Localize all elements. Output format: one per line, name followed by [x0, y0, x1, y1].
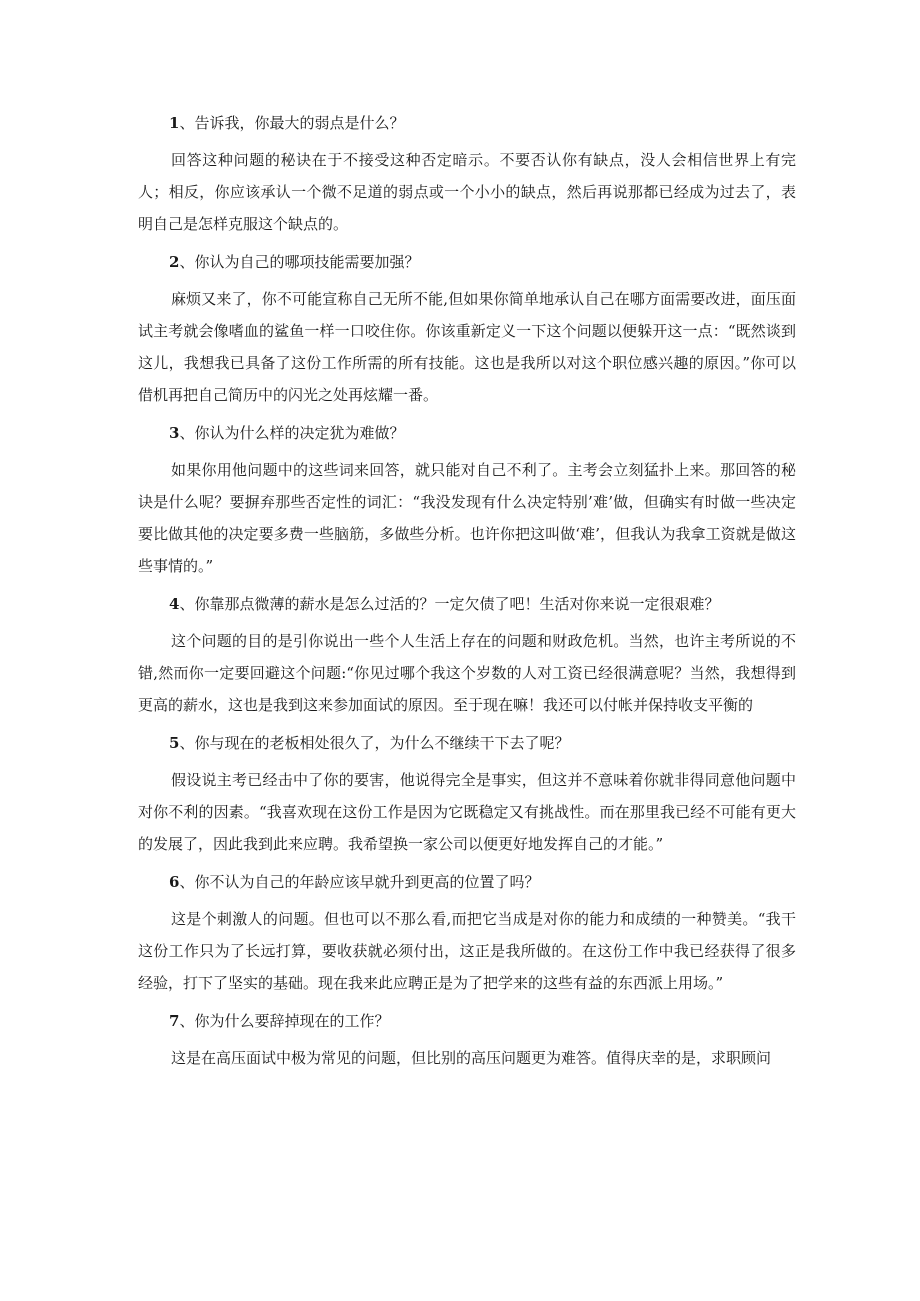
question-number: 4: [169, 595, 180, 613]
question-1: [138, 112, 796, 134]
question-4: [138, 593, 796, 615]
answer-3: 如果你用他问题中的这些词来回答，就只能对自己不利了。主考会立刻猛扑上来。那回答的秘诀是什么呢？要摒弃那些否定性的词汇：“我没发现有什么决定特别’难’做，但确实有时做一些决定要比做其他的决定要多费一些脑筋，多做些分析。也许你把这叫做‘难’，但我认为我拿工资就是做这些事情的。”: [138, 461, 796, 575]
answer-7: 这是在高压面试中极为常见的问题，但比别的高压问题更为难答。值得庆幸的是，求职顾问: [171, 1049, 772, 1067]
question-text: 、你不认为自己的年龄应该早就升到更高的位置了吗？: [179, 873, 540, 891]
question-text: 、告诉我，你最大的弱点是什么？: [179, 114, 405, 132]
question-text: 、你认为什么样的决定犹为难做？: [179, 424, 405, 442]
question-number: 3: [169, 424, 180, 442]
answer-1: 回答这种问题的秘诀在于不接受这种否定暗示。不要否认你有缺点，没人会相信世界上有完人；相反，你应该承认一个微不足道的弱点或一个小小的缺点，然后再说那都已经成为过去了，表明自己是怎样克服这个缺点的。: [138, 151, 796, 233]
answer-6: 这是个刺激人的问题。但也可以不那么看,而把它当成是对你的能力和成绩的一种赞美。“我干这份工作只为了长远打算，要收获就必须付出，这正是我所做的。在这份工作中我已经获得了很多经验，打下了坚实的基础。现在我来此应聘正是为了把学来的这些有益的东西派上用场。”: [138, 910, 796, 992]
answer-5: 假设说主考已经击中了你的要害，他说得完全是事实，但这并不意味着你就非得同意他问题中对你不利的因素。“我喜欢现在这份工作是因为它既稳定又有挑战性。而在那里我已经不可能有更大的发展了，因此我到此来应聘。我希望换一家公司以便更好地发挥自己的才能。”: [138, 771, 796, 853]
question-number: 7: [169, 1012, 180, 1030]
question-2: [138, 251, 796, 273]
question-text: 、你认为自己的哪项技能需要加强？: [179, 253, 420, 271]
document-body: [138, 112, 796, 1085]
question-number: 5: [169, 734, 180, 752]
question-text: 、你与现在的老板相处很久了，为什么不继续干下去了呢？: [179, 734, 570, 752]
question-text: 、你为什么要辞掉现在的工作？: [179, 1012, 390, 1030]
question-7: [138, 1010, 796, 1032]
question-number: 2: [169, 253, 180, 271]
question-6: [138, 871, 796, 893]
answer-4: 这个问题的目的是引你说出一些个人生活上存在的问题和财政危机。当然，也许主考所说的不错,然而你一定要回避这个问题:“你见过哪个我这个岁数的人对工资已经很满意呢？当然，我想得到更高的薪水，这也是我到这来参加面试的原因。至于现在嘛！我还可以付帐并保持收支平衡的: [138, 632, 796, 714]
question-5: [138, 732, 796, 754]
question-text: 、你靠那点微薄的薪水是怎么过活的？一定欠债了吧！生活对你来说一定很艰难？: [179, 595, 720, 613]
question-number: 6: [169, 873, 180, 891]
answer-2: 麻烦又来了，你不可能宣称自己无所不能,但如果你简单地承认自己在哪方面需要改进，面压面试主考就会像嗜血的鲨鱼一样一口咬住你。你该重新定义一下这个问题以便躲开这一点：“既然谈到这儿，我想我已具备了这份工作所需的所有技能。这也是我所以对这个职位感兴趣的原因。”你可以借机再把自己简历中的闪光之处再炫耀一番。: [138, 290, 796, 404]
question-number: 1: [169, 114, 180, 132]
question-3: [138, 422, 796, 444]
